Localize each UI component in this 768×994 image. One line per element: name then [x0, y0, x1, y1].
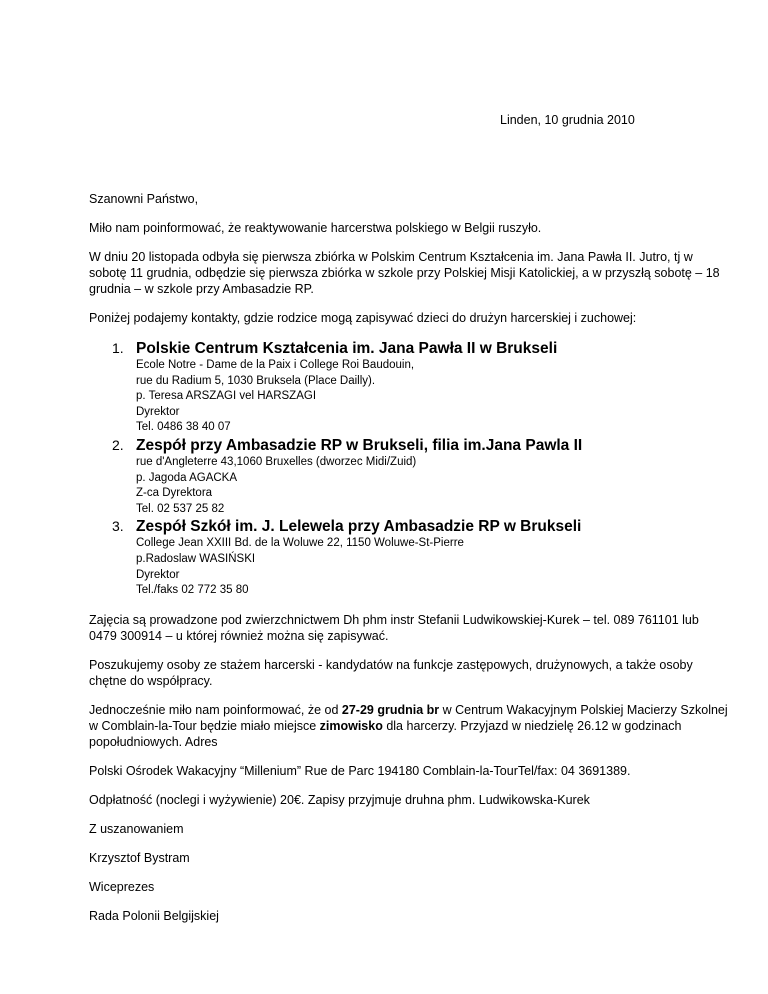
- contact-heading: [112, 436, 729, 455]
- contact-line: rue du Radium 5, 1030 Bruksela (Place Dailly).: [136, 374, 376, 387]
- contact-line: p. Jagoda AGACKA: [136, 471, 238, 484]
- contact-line: College Jean XXIII Bd. de la Woluwe 22, 1150 Woluwe-St-Pierre: [136, 537, 464, 550]
- contact-details: [136, 455, 729, 517]
- contact-item: [89, 436, 729, 517]
- camp-text: dla harcerzy. Przyjazd w niedzielę 26.12 w godzinach popołudniowych. Adres: [89, 718, 682, 749]
- contact-title: Polskie Centrum Kształcenia im. Jana Pawła II w Brukseli: [136, 340, 558, 357]
- signer-name: Krzysztof Bystram: [89, 850, 190, 865]
- signer-organization: Rada Polonii Belgijskiej: [89, 908, 219, 923]
- contact-number: 2.: [112, 436, 124, 453]
- contact-line: Tel. 02 537 25 82: [136, 502, 225, 515]
- contact-number: 3.: [112, 518, 124, 535]
- intro-paragraph: Miło nam poinformować, że reaktywowanie harcerstwa polskiego w Belgii ruszyło.: [89, 221, 542, 235]
- contact-line: Z-ca Dyrektora: [136, 487, 213, 500]
- contact-line: Tel. 0486 38 40 07: [136, 421, 231, 434]
- contact-item: [89, 339, 729, 436]
- events-paragraph: W dniu 20 listopada odbyła się pierwsza zbiórka w Polskim Centrum Kształcenia im. Jana Pawła II. Jutro, tj w sobotę 11 grudnia, odbędzie się pierwsza zbiórka w szkole przy Polskiej Misji Katolickiej, a w przyszłą sobotę – 18 grudnia – w szkole przy Ambasadzie RP.: [89, 250, 720, 296]
- contact-line: p.Radoslaw WASIŃSKI: [136, 552, 256, 565]
- contacts-list: [89, 339, 729, 599]
- contact-number: 1.: [112, 340, 124, 356]
- camp-dates: 27-29 grudnia br: [341, 702, 440, 717]
- contact-line: Ecole Notre - Dame de la Paix i College Roi Baudouin,: [136, 359, 415, 371]
- address-paragraph: Polski Ośrodek Wakacyjny “Millenium” Rue de Parc 194180 Comblain-la-TourTel/fax: 04 3691389.: [89, 763, 631, 778]
- contact-title: Zespół przy Ambasadzie RP w Brukseli, filia im.Jana Pawla II: [136, 436, 583, 454]
- camp-text: Jednocześnie miło nam poinformować, że od: [89, 702, 342, 717]
- signer-role: Wiceprezes: [89, 879, 155, 894]
- contact-details: [136, 536, 729, 598]
- contact-heading: [112, 339, 729, 358]
- looking-paragraph: Poszukujemy osoby ze stażem harcerski - kandydatów na funkcje zastępowych, drużynowych, a także osoby chętne do współpracy.: [89, 657, 693, 688]
- camp-paragraph: [89, 702, 729, 750]
- letter-date: Linden, 10 grudnia 2010: [500, 113, 635, 127]
- camp-name: zimowisko: [319, 718, 383, 733]
- salutation: Szanowni Państwo,: [89, 192, 199, 206]
- contact-line: rue d'Angleterre 43,1060 Bruxelles (dworzec Midi/Zuid): [136, 455, 417, 468]
- contact-line: p. Teresa ARSZAGI vel HARSZAGI: [136, 390, 317, 403]
- contact-details: [136, 358, 729, 436]
- contact-heading: [112, 517, 729, 536]
- contact-line: Dyrektor: [136, 568, 180, 581]
- contacts-intro-paragraph: Poniżej podajemy kontakty, gdzie rodzice mogą zapisywać dzieci do drużyn harcerskiej i zuchowej:: [89, 311, 637, 325]
- fee-paragraph: Odpłatność (noclegi i wyżywienie) 20€. Zapisy przyjmuje druhna phm. Ludwikowska-Kurek: [89, 792, 590, 807]
- letter-body: [89, 191, 729, 937]
- camp-text: w Centrum Wakacyjnym Polskiej Macierzy Szkolnej w Comblain-la-Tour będzie miało miejsce: [89, 702, 728, 733]
- classes-paragraph: Zajęcia są prowadzone pod zwierzchnictwem Dh phm instr Stefanii Ludwikowskiej-Kurek – tel. 089 761101 lub 0479 300914 – u której również można się zapisywać.: [89, 612, 699, 643]
- closing: Z uszanowaniem: [89, 821, 184, 836]
- contact-line: Dyrektor: [136, 405, 180, 418]
- contact-line: Tel./faks 02 772 35 80: [136, 584, 249, 597]
- contact-title: Zespół Szkół im. J. Lelewela przy Ambasadzie RP w Brukseli: [136, 518, 582, 536]
- contact-item: [89, 517, 729, 598]
